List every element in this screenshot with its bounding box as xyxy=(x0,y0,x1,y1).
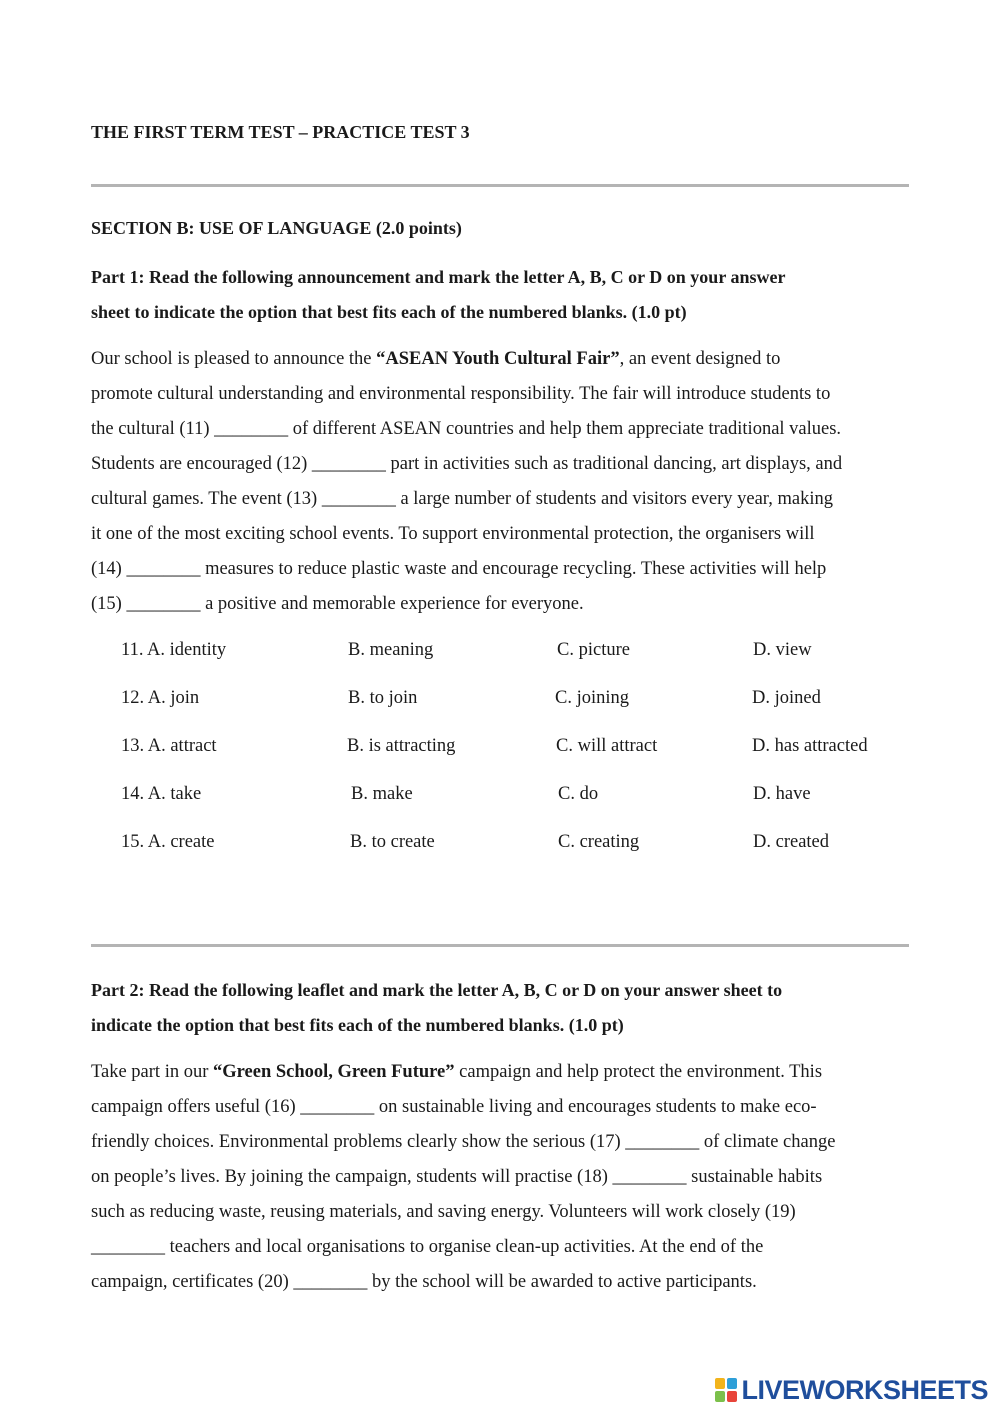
option-c[interactable]: C. creating xyxy=(558,832,640,852)
option-b[interactable]: B. to create xyxy=(350,832,435,852)
logo-square xyxy=(727,1391,737,1402)
logo-square xyxy=(727,1378,737,1389)
passage-line: it one of the most exciting school events. To support environmental protection, the organisers will xyxy=(91,524,815,544)
option-b[interactable]: B. make xyxy=(351,784,413,804)
part1-passage xyxy=(91,342,909,622)
part2-passage xyxy=(91,1055,909,1300)
part1-heading-line: sheet to indicate the option that best fits each of the numbered blanks. (1.0 pt) xyxy=(91,302,687,322)
option-a[interactable]: 11. A. identity xyxy=(121,640,227,660)
passage-line: campaign, certificates (20) ________ by the school will be awarded to active participants. xyxy=(91,1272,757,1292)
option-c[interactable]: C. picture xyxy=(557,640,630,660)
option-a[interactable]: 15. A. create xyxy=(121,832,215,852)
option-d[interactable]: D. have xyxy=(753,784,811,804)
logo-square xyxy=(715,1378,725,1389)
option-d[interactable]: D. joined xyxy=(752,688,821,708)
section-heading: SECTION B: USE OF LANGUAGE (2.0 points) xyxy=(91,218,462,238)
option-a[interactable]: 13. A. attract xyxy=(121,736,217,756)
option-b[interactable]: B. meaning xyxy=(348,640,434,660)
liveworksheets-logo-icon xyxy=(715,1378,737,1402)
passage-text: , an event designed to xyxy=(619,349,781,369)
question-row-11 xyxy=(0,640,1000,670)
passage-line: cultural games. The event (13) ________ a large number of students and visitors every year, making xyxy=(91,489,833,509)
question-row-15 xyxy=(0,832,1000,862)
logo-text: LIVEWORKSHEETS xyxy=(741,1374,988,1405)
question-row-14 xyxy=(0,784,1000,814)
divider-middle xyxy=(91,944,909,947)
passage-line: promote cultural understanding and environmental responsibility. The fair will introduce students to xyxy=(91,384,831,404)
part1-heading xyxy=(91,260,909,330)
option-b[interactable]: B. is attracting xyxy=(347,736,456,756)
part1-heading-line: Part 1: Read the following announcement and mark the letter A, B, C or D on your answer xyxy=(91,267,786,287)
option-d[interactable]: D. has attracted xyxy=(752,736,868,756)
option-c[interactable]: C. do xyxy=(558,784,599,804)
passage-text: Our school is pleased to announce the xyxy=(91,349,377,369)
part2-heading xyxy=(91,973,909,1043)
question-row-12 xyxy=(0,688,1000,718)
divider-top xyxy=(91,184,909,187)
option-c[interactable]: C. joining xyxy=(555,688,630,708)
option-d[interactable]: D. created xyxy=(753,832,830,852)
page-title: THE FIRST TERM TEST – PRACTICE TEST 3 xyxy=(91,122,470,142)
question-row-13 xyxy=(0,736,1000,766)
passage-line: campaign offers useful (16) ________ on sustainable living and encourages students to make eco- xyxy=(91,1097,817,1117)
passage-line: Students are encouraged (12) ________ part in activities such as traditional dancing, art displays, and xyxy=(91,454,843,474)
passage-line: on people’s lives. By joining the campaign, students will practise (18) ________ sustainable habits xyxy=(91,1167,823,1187)
logo-square xyxy=(715,1391,725,1402)
campaign-name: “Green School, Green Future” xyxy=(213,1062,455,1082)
passage-line: such as reducing waste, reusing materials, and saving energy. Volunteers will work closely (19) xyxy=(91,1202,796,1222)
part2-heading-line: Part 2: Read the following leaflet and mark the letter A, B, C or D on your answer sheet to xyxy=(91,980,783,1000)
liveworksheets-logo[interactable] xyxy=(715,1374,988,1406)
option-c[interactable]: C. will attract xyxy=(556,736,658,756)
passage-line: friendly choices. Environmental problems clearly show the serious (17) ________ of climate change xyxy=(91,1132,836,1152)
passage-line: the cultural (11) ________ of different ASEAN countries and help them appreciate traditional values. xyxy=(91,419,842,439)
option-a[interactable]: 12. A. join xyxy=(121,688,200,708)
passage-text: campaign and help protect the environment. This xyxy=(454,1062,823,1082)
passage-text: Take part in our xyxy=(91,1062,213,1082)
event-name: “ASEAN Youth Cultural Fair” xyxy=(376,349,620,369)
passage-line: (15) ________ a positive and memorable experience for everyone. xyxy=(91,594,584,614)
option-d[interactable]: D. view xyxy=(753,640,812,660)
passage-line: ________ teachers and local organisations to organise clean-up activities. At the end of the xyxy=(91,1237,764,1257)
passage-line: (14) ________ measures to reduce plastic waste and encourage recycling. These activities will help xyxy=(91,559,827,579)
option-b[interactable]: B. to join xyxy=(348,688,418,708)
option-a[interactable]: 14. A. take xyxy=(121,784,202,804)
passage-line xyxy=(91,342,909,377)
part2-heading-line: indicate the option that best fits each of the numbered blanks. (1.0 pt) xyxy=(91,1015,624,1035)
passage-line xyxy=(91,1055,909,1090)
